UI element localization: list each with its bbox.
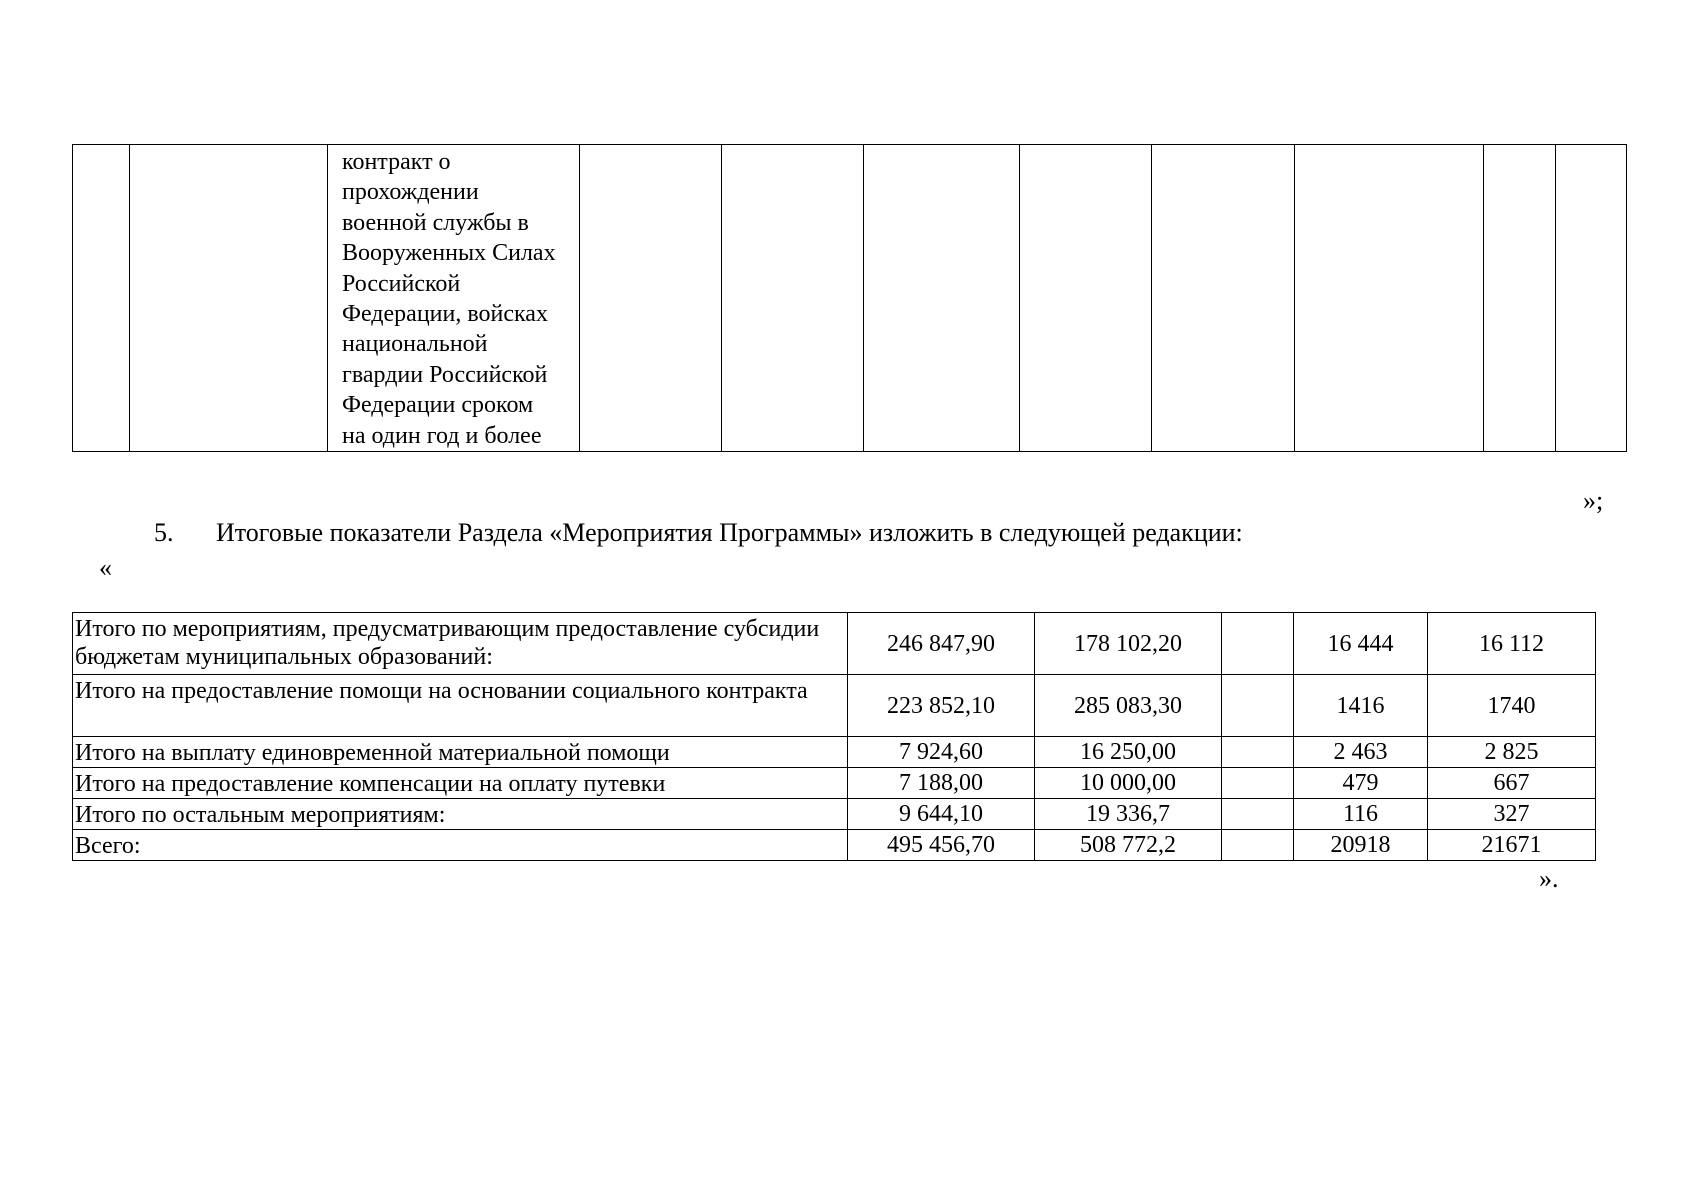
value-cell: 19 336,7 (1035, 799, 1222, 830)
table-row (73, 768, 1596, 799)
value-cell: 9 644,10 (848, 799, 1035, 830)
item-text: Итоговые показатели Раздела «Мероприятия Программы» изложить в следующей редакции: (216, 518, 1243, 547)
value-cell (1222, 613, 1294, 675)
value-cell: 16 250,00 (1035, 737, 1222, 768)
row-label: Итого по мероприятиям, предусматривающим предоставление субсидии бюджетам муниципальных образований: (73, 613, 848, 675)
table-row (73, 737, 1596, 768)
table-row (73, 613, 1596, 675)
value-cell: 116 (1294, 799, 1428, 830)
value-cell: 479 (1294, 768, 1428, 799)
table-row (73, 799, 1596, 830)
table-cell-empty (1295, 145, 1484, 452)
value-cell: 7 924,60 (848, 737, 1035, 768)
value-cell: 223 852,10 (848, 675, 1035, 737)
table-cell-empty (1020, 145, 1152, 452)
value-cell: 7 188,00 (848, 768, 1035, 799)
value-cell: 1740 (1428, 675, 1596, 737)
value-cell (1222, 768, 1294, 799)
table-cell-empty (73, 145, 130, 452)
table-cell-empty (1484, 145, 1556, 452)
closing-quote-bottom: ». (1539, 864, 1559, 893)
value-cell: 1416 (1294, 675, 1428, 737)
table-row (73, 675, 1596, 737)
table-cell-empty (130, 145, 328, 452)
table-cell-empty (864, 145, 1020, 452)
table-row-total (73, 830, 1596, 861)
table-row (73, 145, 1627, 452)
value-cell: 246 847,90 (848, 613, 1035, 675)
value-cell: 327 (1428, 799, 1596, 830)
totals-table (72, 612, 1596, 861)
row-label: Всего: (73, 830, 848, 861)
table-cell-empty (580, 145, 722, 452)
value-cell (1222, 675, 1294, 737)
value-cell (1222, 737, 1294, 768)
item-number: 5. (154, 518, 174, 547)
value-cell: 20918 (1294, 830, 1428, 861)
table-cell-empty (722, 145, 864, 452)
value-cell: 16 444 (1294, 613, 1428, 675)
value-cell: 21671 (1428, 830, 1596, 861)
value-cell: 495 456,70 (848, 830, 1035, 861)
value-cell: 2 463 (1294, 737, 1428, 768)
value-cell: 2 825 (1428, 737, 1596, 768)
value-cell (1222, 830, 1294, 861)
row-label: Итого по остальным мероприятиям: (73, 799, 848, 830)
program-table-continuation (72, 144, 1627, 452)
table-cell-empty (1152, 145, 1295, 452)
table-cell-empty (1556, 145, 1627, 452)
value-cell: 508 772,2 (1035, 830, 1222, 861)
value-cell (1222, 799, 1294, 830)
value-cell: 667 (1428, 768, 1596, 799)
value-cell: 10 000,00 (1035, 768, 1222, 799)
value-cell: 285 083,30 (1035, 675, 1222, 737)
closing-quote-top: »; (1583, 486, 1604, 515)
row-label: Итого на предоставление помощи на основании социального контракта (73, 675, 848, 737)
row-label: Итого на предоставление компенсации на оплату путевки (73, 768, 848, 799)
value-cell: 178 102,20 (1035, 613, 1222, 675)
row-label: Итого на выплату единовременной материальной помощи (73, 737, 848, 768)
opening-quote: « (99, 553, 112, 582)
value-cell: 16 112 (1428, 613, 1596, 675)
table-cell-result-text: контракт о прохождении военной службы в Вооруженных Силах Российской Федерации, войсках национальной гвардии Российской Федерации сроком на один год и более (328, 145, 580, 452)
